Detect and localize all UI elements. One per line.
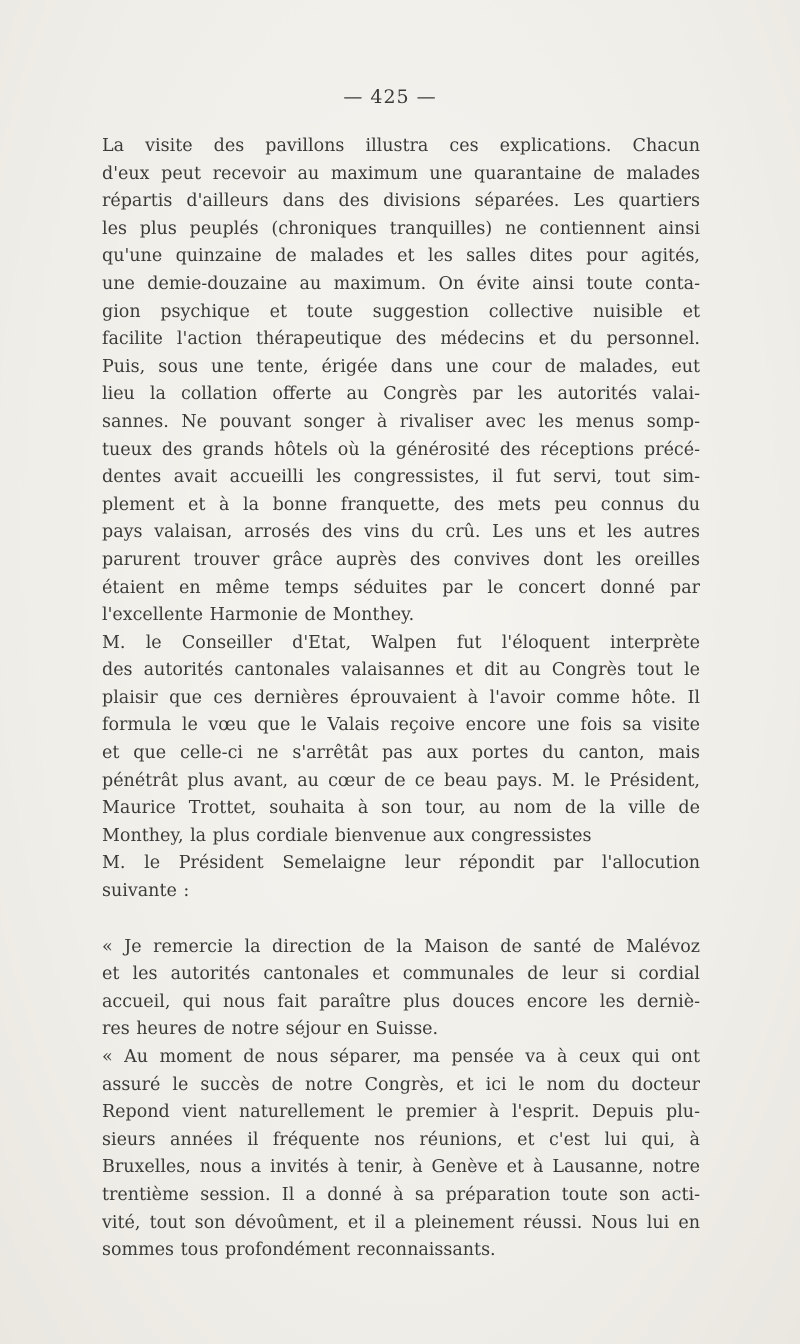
text-line: assuré le succès de notre Congrès, et ici le nom du docteur	[102, 1074, 700, 1095]
paragraph-gap	[102, 906, 700, 934]
body-text	[102, 133, 700, 1265]
text-line: formula le vœu que le Valais reçoive encore une fois sa visite	[102, 715, 700, 736]
text-line: trentième session. Il a donné à sa préparation toute son acti-	[102, 1184, 700, 1205]
text-line: pénétrât plus avant, au cœur de ce beau pays. M. le Président,	[102, 770, 700, 791]
text-line: Monthey, la plus cordiale bienvenue aux congressistes	[102, 825, 592, 846]
text-line: tueux des grands hôtels où la générosité des réceptions précé-	[102, 439, 700, 460]
text-line: « Au moment de nous séparer, ma pensée va à ceux qui ont	[102, 1047, 700, 1067]
text-line: La visite des pavillons illustra ces explications. Chacun	[102, 136, 700, 156]
text-line: lieu la collation offerte au Congrès par les autorités valai-	[102, 384, 700, 405]
text-line: qu'une quinzaine de malades et les salles dites pour agités,	[102, 246, 700, 267]
text-line: répartis d'ailleurs dans des divisions séparées. Les quartiers	[102, 191, 700, 212]
text-line: et que celle-ci ne s'arrêtât pas aux portes du canton, mais	[102, 743, 700, 764]
text-line: une demie-douzaine au maximum. On évite ainsi toute conta-	[102, 273, 700, 294]
text-line: pays valaisan, arrosés des vins du crû. Les uns et les autres	[102, 522, 700, 543]
text-line: sieurs années il fréquente nos réunions, et c'est lui qui, à	[102, 1129, 700, 1150]
text-line: dentes avait accueilli les congressistes, il fut servi, tout sim-	[102, 467, 700, 488]
text-line: vité, tout son dévoûment, et il a pleinement réussi. Nous lui en	[102, 1212, 700, 1233]
text-line: accueil, qui nous fait paraître plus douces encore les derniè-	[102, 991, 700, 1012]
text-line: sannes. Ne pouvant songer à rivaliser avec les menus somp-	[102, 411, 700, 432]
text-line: Puis, sous une tente, érigée dans une cour de malades, eut	[102, 356, 700, 377]
text-line: plement et à la bonne franquette, des mets peu connus du	[102, 494, 700, 515]
text-line: des autorités cantonales valaisannes et dit au Congrès tout le	[102, 660, 700, 681]
text-line: « Je remercie la direction de la Maison de santé de Malévoz	[102, 936, 700, 957]
text-line: Repond vient naturellement le premier à l'esprit. Depuis plu-	[102, 1102, 700, 1123]
text-line: res heures de notre séjour en Suisse.	[102, 1019, 439, 1040]
text-line: et les autorités cantonales et communales de leur si cordial	[102, 964, 700, 985]
text-line: Maurice Trottet, souhaita à son tour, au nom de la ville de	[102, 798, 700, 819]
text-line: les plus peuplés (chroniques tranquilles) ne contiennent ainsi	[102, 218, 700, 239]
text-line: l'excellente Harmonie de Monthey.	[102, 605, 415, 626]
text-line: parurent trouver grâce auprès des convives dont les oreilles	[102, 549, 700, 570]
text-line: suivante :	[102, 881, 190, 902]
text-line: plaisir que ces dernières éprouvaient à l'avoir comme hôte. Il	[102, 687, 700, 708]
text-line: facilite l'action thérapeutique des médecins et du personnel.	[102, 329, 700, 350]
page-number: — 425 —	[343, 86, 437, 108]
text-line: M. le Conseiller d'Etat, Walpen fut l'éloquent interprète	[102, 632, 700, 653]
text-line: étaient en même temps séduites par le concert donné par	[102, 577, 700, 598]
text-line: Bruxelles, nous a invités à tenir, à Genève et à Lausanne, notre	[102, 1157, 700, 1178]
text-line: d'eux peut recevoir au maximum une quarantaine de malades	[102, 163, 700, 184]
text-line: sommes tous profondément reconnaissants.	[102, 1240, 496, 1261]
text-line: gion psychique et toute suggestion collective nuisible et	[102, 301, 700, 322]
text-line: M. le Président Semelaigne leur répondit par l'allocution	[102, 853, 700, 874]
